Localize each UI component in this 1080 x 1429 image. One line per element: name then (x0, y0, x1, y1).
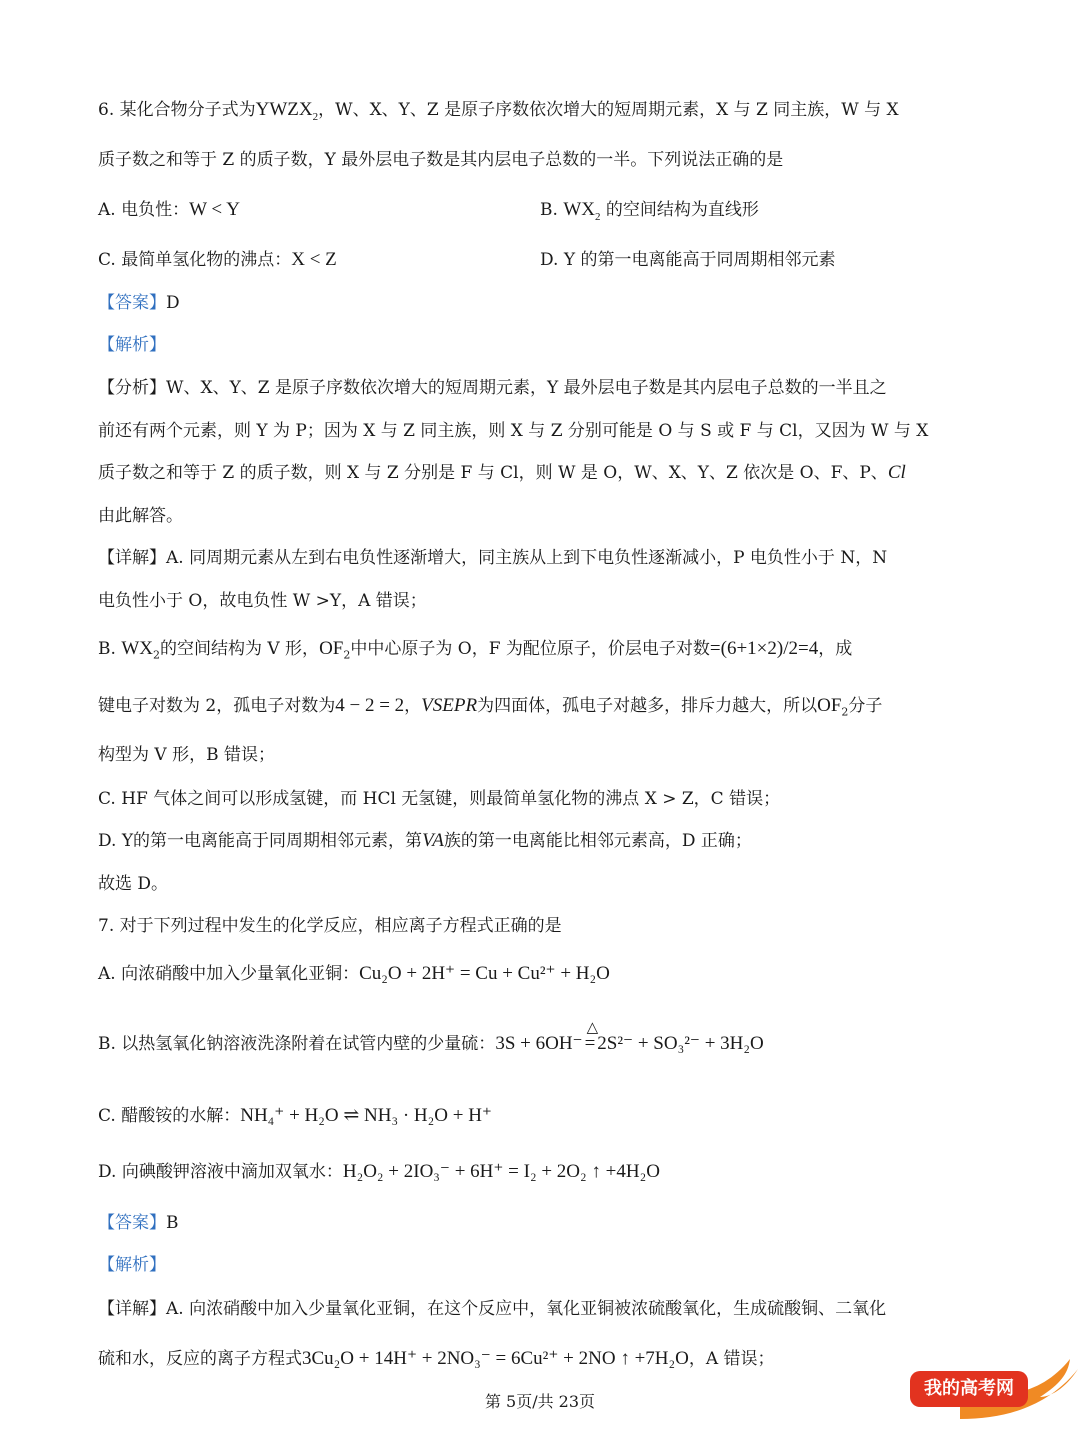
q7-option-a: A. 向浓硝酸中加入少量氧化亚铜：Cu₂O + 2H⁺ = Cu + Cu²⁺ + H₂O (98, 963, 610, 984)
q6-stem-line2: 质子数之和等于 Z 的质子数，Y 最外层电子数是其内层电子总数的一半。下列说法正确的是 (98, 150, 784, 170)
q6-detail-b-line1: B. $WX_2$的空间结构为 V 形，$OF_2$中中心原子为 O，F 为配位原子，价层电子对数=(6+1×2)/2=4，成 (98, 638, 853, 662)
watermark-logo (900, 1349, 1080, 1429)
q6-detail-a-line1: 【详解】A. 同周期元素从左到右电负性逐渐增大，同主族从上到下电负性逐渐减小，P 电负性小于 N，N (98, 548, 888, 568)
q7-option-d: D. 向碘酸钾溶液中滴加双氧水：H₂O₂ + 2IO₃⁻ + 6H⁺ = I₂ + 2O₂ ↑ +4H₂O (98, 1161, 660, 1182)
q6-analysis-line3: 质子数之和等于 Z 的质子数，则 X 与 Z 分别是 F 与 Cl，则 W 是 O，W、X、Y、Z 依次是 O、F、P、Cl (98, 462, 906, 483)
q6-option-a: A. 电负性：W < Y (98, 199, 240, 220)
q6-analysis-line4: 由此解答。 (98, 506, 183, 526)
q6-stem-text: 6. 某化合物分子式为 (98, 100, 256, 120)
q6-option-d: D. Y 的第一电离能高于同周期相邻元素 (540, 250, 836, 270)
q6-jiexi-tag: 【解析】 (98, 335, 166, 355)
q7-detail-a-line1: 【详解】A. 向浓硝酸中加入少量氧化亚铜，在这个反应中，氧化亚铜被浓硫酸氧化，生成硫酸铜、二氧化 (98, 1299, 887, 1319)
q6-option-c: C. 最简单氢化物的沸点：X < Z (98, 249, 337, 270)
q6-answer: 【答案】D (98, 293, 180, 313)
q6-detail-d: D. Y的第一电离能高于同周期相邻元素，第VA族的第一电离能比相邻元素高，D 正确； (98, 830, 752, 851)
q6-detail-b-line3: 构型为 V 形，B 错误； (98, 745, 275, 765)
q6-analysis-line2: 前还有两个元素，则 Y 为 P；因为 X 与 Z 同主族，则 X 与 Z 分别可能是 O 与 S 或 F 与 Cl，又因为 W 与 X (98, 421, 929, 441)
q6-analysis-line1: 【分析】W、X、Y、Z 是原子序数依次增大的短周期元素，Y 最外层电子数是其内层电子总数的一半且之 (98, 378, 887, 398)
q7-option-c: C. 醋酸铵的水解：NH₄⁺ + H₂O ⇌ NH₃ · H₂O + H⁺ (98, 1105, 492, 1126)
q6-option-b: B. $WX_2$ 的空间结构为直线形 (540, 199, 759, 223)
q6-detail-c: C. HF 气体之间可以形成氢键，而 HCl 无氢键，则最简单氢化物的沸点 X > Z，C 错误； (98, 789, 781, 809)
q6-detail-a-line2: 电负性小于 O，故电负性 W >Y，A 错误； (98, 591, 427, 611)
q6-stem-text-2: ，W、X、Y、Z 是原子序数依次增大的短周期元素，X 与 Z 同主族，W 与 X (318, 100, 899, 120)
q7-answer: 【答案】B (98, 1213, 179, 1233)
q6-conclusion: 故选 D。 (98, 874, 169, 894)
heat-condition: △ (586, 1020, 599, 1036)
q6-formula: $YWZX_2$ (255, 99, 319, 123)
q6-detail-b-line2: 键电子对数为 2，孤电子对数为4 − 2 = 2，VSEPR为四面体，孤电子对越多，排斥力越大，所以$OF_2$分子 (98, 695, 883, 719)
answer-tag: 【答案】 (98, 293, 166, 313)
q7-jiexi-tag: 【解析】 (98, 1255, 166, 1275)
q7-detail-a-line2: 硫和水，反应的离子方程式3Cu₂O + 14H⁺ + 2NO₃⁻ = 6Cu²⁺ + 2NO ↑ +7H₂O，A 错误； (98, 1348, 775, 1369)
page-footer: 第 5页/共 23页 (484, 1392, 596, 1411)
watermark-text: 我的高考网 (910, 1371, 1028, 1407)
q7-stem: 7. 对于下列过程中发生的化学反应，相应离子方程式正确的是 (98, 916, 562, 936)
q6-stem-line1 (98, 98, 899, 122)
q7-option-b: B. 以热氢氧化钠溶液洗涤附着在试管内壁的少量硫：3S + 6OH⁻ △ = 2S²⁻ + SO₃²⁻ + 3H₂O (98, 1032, 764, 1056)
